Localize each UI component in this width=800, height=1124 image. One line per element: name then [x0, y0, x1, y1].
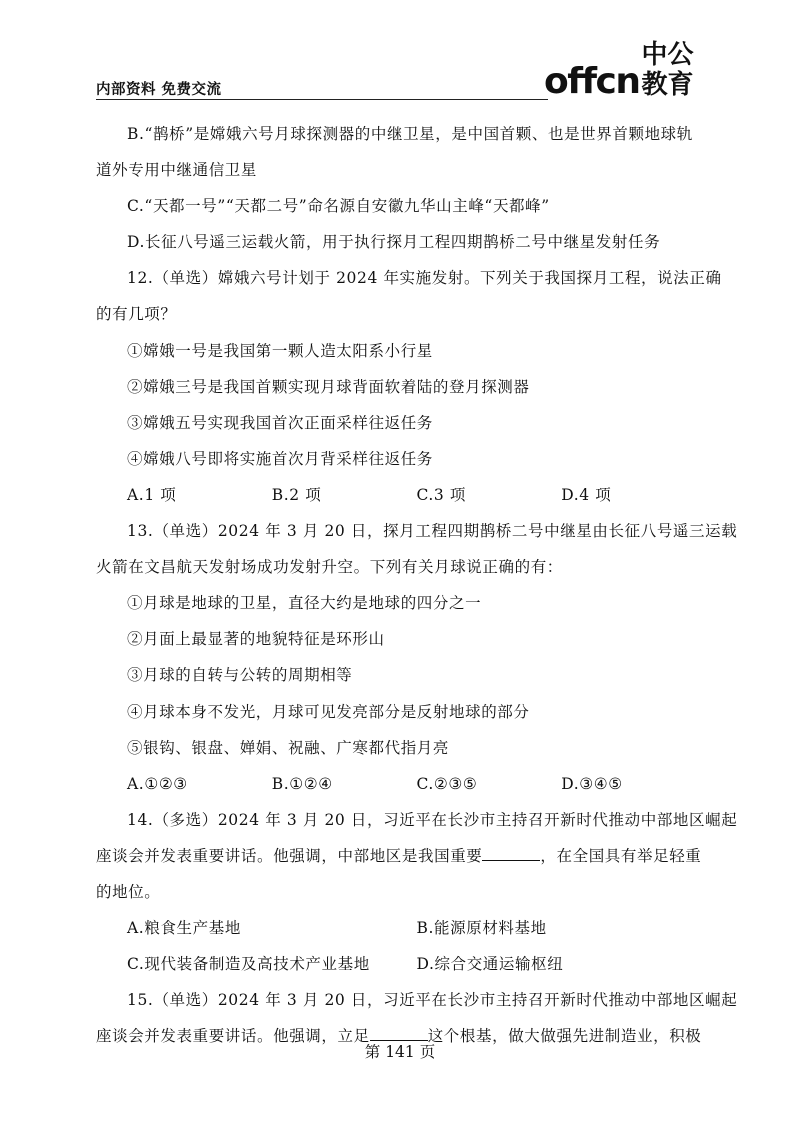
question-12-item: ①嫦娥一号是我国第一颗人造太阳系小行星: [127, 341, 433, 360]
stem-text: 座谈会并发表重要讲话。他强调，立足: [96, 1027, 370, 1046]
header-caption: 内部资料 免费交流: [96, 82, 222, 98]
question-13-item: ②月面上最显著的地貌特征是环形山: [127, 630, 385, 649]
question-14-options-row1: [96, 910, 706, 946]
question-13-item: ⑤银钩、银盘、婵娟、祝融、广寒都代指月亮: [127, 738, 450, 757]
answer-option: B.能源原材料基地: [416, 919, 547, 938]
answer-option: D.综合交通运输枢纽: [416, 955, 564, 974]
stem-text: 这个根基，做大做强先进制造业，积极: [427, 1027, 702, 1046]
answer-option: C.现代装备制造及高技术产业基地: [127, 955, 370, 974]
fill-blank: [482, 846, 540, 861]
option-b-text: B.“鹊桥”是嫦娥六号月球探测器的中继卫星，是中国首颗、也是世界首颗地球轨: [127, 125, 693, 143]
question-12-item: ④嫦娥八号即将实施首次月背采样往返任务: [127, 449, 433, 468]
answer-option: D.4 项: [561, 485, 612, 504]
answer-option: B.①②④: [271, 774, 333, 793]
logo-text-en: offcn: [544, 61, 640, 102]
question-13-item: ④月球本身不发光，月球可见发亮部分是反射地球的部分: [127, 702, 530, 721]
offcn-logo: [544, 40, 706, 102]
option-b-text-cont: 道外专用中继通信卫星: [96, 161, 258, 180]
question-14-stem-end: 的地位。: [96, 882, 161, 901]
answer-option: C.3 项: [416, 485, 467, 504]
answer-option: A.1 项: [127, 485, 177, 504]
option-c-text: C.“天都一号”“天都二号”命名源自安徽九华山主峰“天都峰”: [127, 197, 550, 216]
answer-option: B.2 项: [271, 485, 322, 504]
question-13-stem-cont: 火箭在文昌航天发射场成功发射升空。下列有关月球说正确的有：: [96, 558, 563, 577]
stem-text: 座谈会并发表重要讲话。他强调，中部地区是我国重要: [96, 846, 483, 865]
question-12-options: [96, 477, 706, 513]
question-13-options: [96, 766, 706, 802]
header-rule: [96, 99, 548, 100]
question-13-item: ③月球的自转与公转的周期相等: [127, 666, 353, 685]
question-12-stem: 12.（单选）嫦娥六号计划于 2024 年实施发射。下列关于我国探月工程，说法正确: [127, 269, 722, 288]
page-content: [96, 116, 738, 1054]
question-12-item: ②嫦娥三号是我国首颗实现月球背面软着陆的登月探测器: [127, 377, 530, 396]
page-number: 第 141 页: [364, 1043, 436, 1061]
answer-option: A.粮食生产基地: [127, 919, 241, 938]
question-15-stem: 15.（单选）2024 年 3 月 20 日，习近平在长沙市主持召开新时代推动中部地区崛起: [127, 991, 738, 1010]
question-13-stem: 13.（单选）2024 年 3 月 20 日，探月工程四期鹊桥二号中继星由长征八号遥三运载: [127, 522, 738, 541]
answer-option: C.②③⑤: [416, 774, 478, 793]
question-14-options-row2: [96, 946, 706, 982]
option-d-text: D.长征八号遥三运载火箭，用于执行探月工程四期鹊桥二号中继星发射任务: [127, 233, 661, 252]
answer-option: A.①②③: [127, 774, 188, 793]
question-13-item: ①月球是地球的卫星，直径大约是地球的四分之一: [127, 594, 482, 613]
stem-text: ，在全国具有举足轻重: [540, 846, 702, 865]
page-header: [96, 40, 706, 102]
question-14-stem: 14.（多选）2024 年 3 月 20 日，习近平在长沙市主持召开新时代推动中部地区崛起: [127, 810, 738, 829]
logo-text-cn: 中公教育: [641, 40, 694, 100]
answer-option: D.③④⑤: [561, 774, 623, 793]
question-14-stem-cont: [96, 838, 706, 874]
question-12-stem-cont: 的有几项？: [96, 305, 177, 324]
question-12-item: ③嫦娥五号实现我国首次正面采样往返任务: [127, 413, 433, 432]
